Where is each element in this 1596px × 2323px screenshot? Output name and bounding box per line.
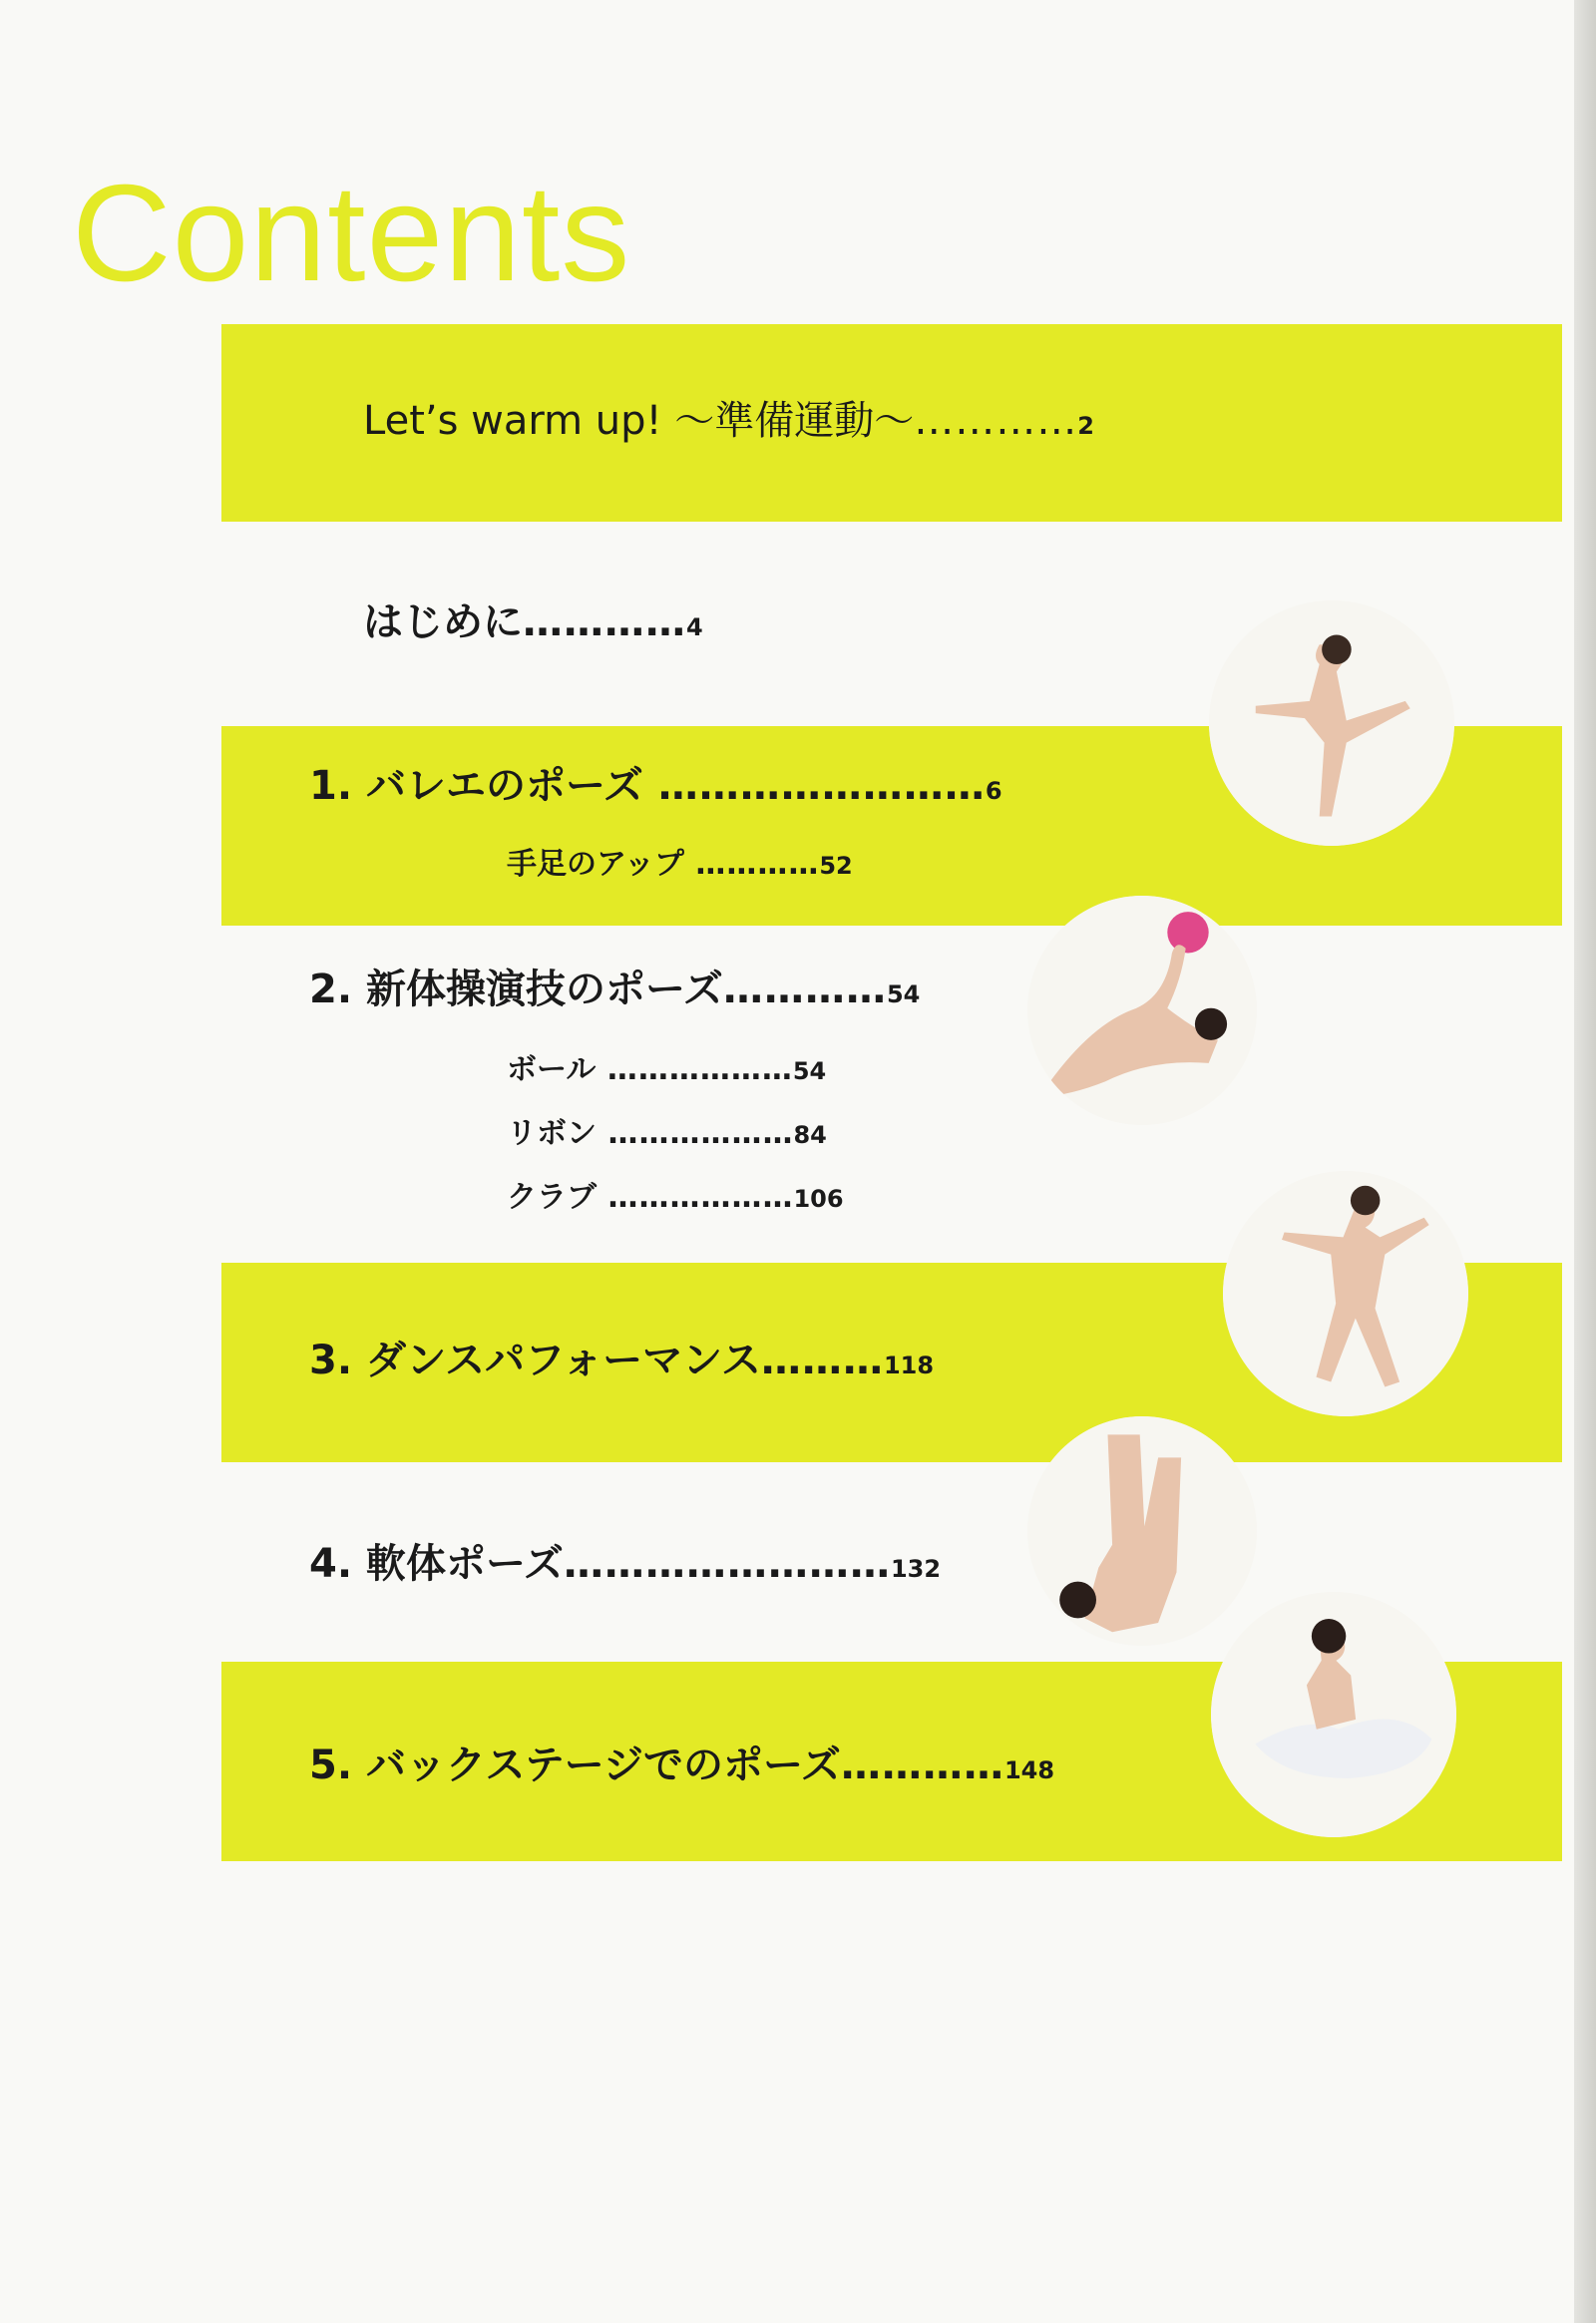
toc-entry-label: 1. バレエのポーズ (309, 763, 643, 809)
toc-page-number: 54 (886, 980, 921, 1008)
toc-leader-dots: ……………… (597, 1180, 794, 1215)
toc-leader-dots: ………… (722, 967, 887, 1012)
dance-pose-photo (1223, 1171, 1468, 1416)
toc-entry-section-4[interactable] (309, 1541, 942, 1587)
toc-entry-label: 4. 軟体ポーズ (309, 1541, 564, 1587)
ballet-pose-photo (1209, 600, 1454, 846)
toc-entry-label: 手足のアップ (507, 847, 684, 882)
toc-page-number: 52 (819, 852, 853, 880)
toc-leader-dots: ……………… (597, 1116, 794, 1151)
toc-entry-warmup[interactable] (363, 398, 1094, 444)
toc-entry-label: ボール (507, 1052, 597, 1087)
page-title: Contents (72, 157, 631, 310)
toc-leader-dots: ……… (760, 1338, 884, 1383)
toc-entry-label: リボン (507, 1116, 597, 1151)
toc-page-number: 148 (1003, 1756, 1055, 1784)
toc-entry-section-3[interactable] (309, 1338, 935, 1383)
toc-leader-dots: …………………… (563, 1541, 891, 1587)
backstage-pose-photo (1211, 1592, 1456, 1837)
toc-entry-introduction[interactable] (363, 599, 703, 645)
toc-page-number: 84 (793, 1121, 827, 1149)
toc-entry-label: 3. ダンスパフォーマンス (309, 1338, 761, 1383)
toc-leader-dots: …………………… (642, 763, 986, 809)
toc-entry-label: 2. 新体操演技のポーズ (309, 967, 723, 1012)
toc-page-number: 132 (890, 1555, 942, 1583)
toc-leader-dots: ………… (683, 847, 820, 882)
toc-page-number: 2 (1077, 412, 1094, 440)
toc-subentry-ribbon[interactable] (507, 1116, 827, 1151)
stretch-pose-photo (1027, 1416, 1257, 1646)
toc-entry-label: Let’s warm up! ～準備運動～ (363, 398, 915, 444)
toc-leader-dots: ………… (840, 1742, 1004, 1788)
toc-entry-label: クラブ (507, 1180, 597, 1215)
toc-leader-dots: ………… (523, 599, 686, 645)
toc-page-number: 106 (793, 1185, 844, 1213)
toc-entry-label: はじめに (363, 599, 523, 645)
toc-leader-dots: ………… (914, 398, 1078, 444)
toc-page-number: 118 (883, 1352, 935, 1379)
toc-page-number: 54 (792, 1057, 827, 1085)
toc-entry-label: 5. バックステージでのポーズ (309, 1742, 841, 1788)
ball-pose-photo (1027, 896, 1257, 1125)
toc-page-number: 6 (985, 777, 1002, 805)
page-edge (1574, 0, 1596, 2323)
toc-subentry-limbs-closeup[interactable] (507, 847, 853, 882)
toc-entry-section-5[interactable] (309, 1742, 1055, 1788)
toc-page-number: 4 (686, 613, 703, 641)
toc-subentry-ball[interactable] (507, 1052, 827, 1087)
toc-entry-section-2[interactable] (309, 967, 921, 1012)
toc-subentry-clubs[interactable] (507, 1180, 844, 1215)
toc-entry-section-1[interactable] (309, 763, 1002, 809)
toc-leader-dots: ……………… (596, 1052, 793, 1087)
